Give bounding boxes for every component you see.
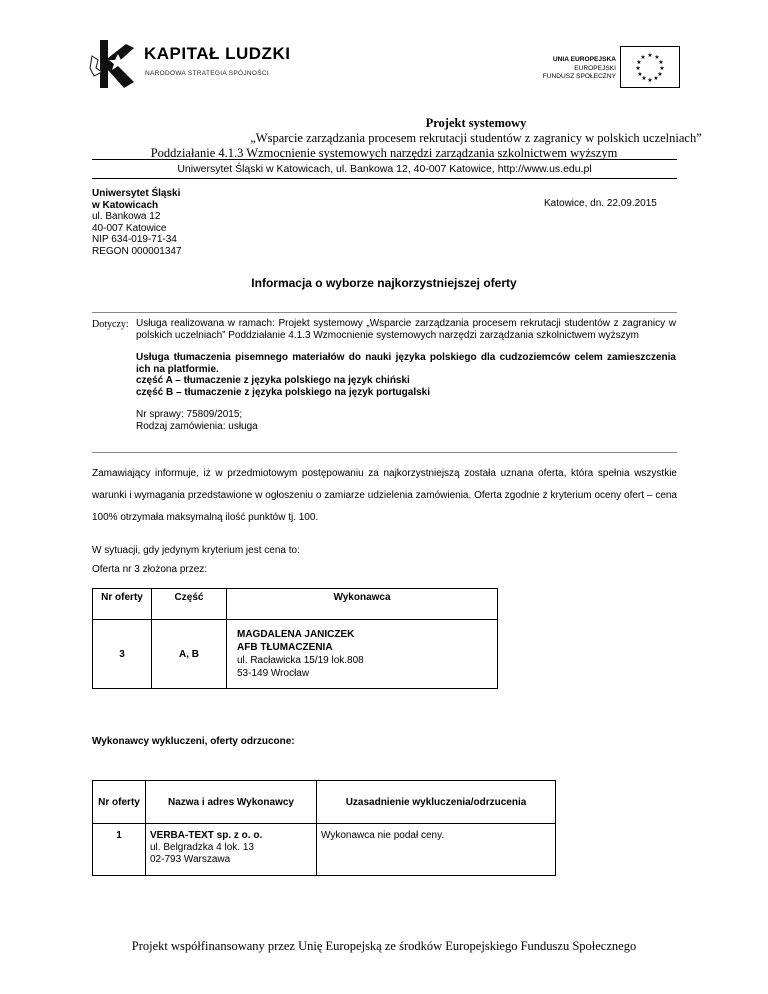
contractor-city: 53-149 Wrocław bbox=[237, 668, 310, 679]
footer-text: Projekt współfinansowany przez Unię Europejską ze środków Europejskiego Funduszu Społecznego bbox=[131, 939, 637, 953]
sender-address bbox=[92, 188, 182, 257]
table-row bbox=[93, 824, 556, 876]
case-number: Nr sprawy: 75809/2015; bbox=[136, 409, 243, 420]
body-paragraph: Zamawiający informuje, iż w przedmiotowym postępowaniu za najkorzystniejszą została uznana oferta, która spełnia wszystkie warunki i wymagania przedstawione w ogłoszeniu o zamiarze udzielenia zamówienia. Oferta zgodnie z kryterium oceny ofert – cena 100% otrzymała maksymalną ilość punktów tj. 100. bbox=[92, 468, 677, 523]
table-header: Nazwa i adres Wykonawcy bbox=[146, 781, 317, 824]
divider-bottom bbox=[92, 452, 677, 453]
sender-name1: Uniwersytet Śląski bbox=[92, 188, 181, 199]
contractor-company: AFB TŁUMACZENIA bbox=[237, 642, 333, 653]
document-date: Katowice, dn. 22.09.2015 bbox=[544, 198, 657, 209]
logo-subtitle: NARODOWA STRATEGIA SPÓJNOŚCI bbox=[145, 70, 269, 77]
table-header-row bbox=[93, 589, 498, 620]
sender-city: 40-007 Katowice bbox=[92, 222, 167, 234]
table-header: Uzasadnienie wykluczenia/odrzucenia bbox=[317, 781, 556, 824]
excluded-contractor-city: 02-793 Warszawa bbox=[150, 854, 231, 865]
svg-text:★: ★ bbox=[641, 75, 647, 82]
eu-label-line3: FUNDUSZ SPOŁECZNY bbox=[542, 73, 616, 81]
offer-part: A, B bbox=[152, 620, 227, 689]
eu-label bbox=[542, 56, 616, 82]
excluded-heading: Wykonawcy wykluczeni, oferty odrzucone: bbox=[92, 736, 295, 747]
part-a: część A – tłumaczenie z języka polskiego na język chiński bbox=[136, 375, 410, 386]
contractor-name: MAGDALENA JANICZEK bbox=[237, 629, 355, 640]
project-measure: Poddziałanie 4.1.3 Wzmocnienie systemowych narzędzi zarządzania szkolnictwem wyższym bbox=[150, 146, 618, 160]
svg-text:★: ★ bbox=[657, 71, 663, 78]
svg-text:★: ★ bbox=[636, 59, 642, 66]
svg-text:★: ★ bbox=[654, 54, 660, 61]
excluded-number: 1 bbox=[93, 824, 146, 876]
table-header: Nr oferty bbox=[93, 589, 152, 620]
svg-text:★: ★ bbox=[659, 65, 665, 72]
svg-text:★: ★ bbox=[635, 65, 641, 72]
university-address-line: Uniwersytet Śląski w Katowicach, ul. Bankowa 12, 40-007 Katowice, http://www.us.edu.pl bbox=[92, 159, 677, 179]
situation-text: W sytuacji, gdy jedynym kryterium jest cena to: bbox=[92, 545, 300, 556]
table-header: Wykonawca bbox=[227, 589, 498, 620]
situation-block bbox=[92, 541, 300, 579]
topic-label: Dotyczy: bbox=[92, 319, 129, 330]
eu-label-line2: EUROPEJSKI bbox=[574, 64, 616, 72]
svg-text:★: ★ bbox=[653, 75, 659, 82]
svg-text:★: ★ bbox=[637, 71, 643, 78]
winning-offer-table bbox=[92, 588, 498, 689]
offer-number: 3 bbox=[93, 620, 152, 689]
offer-by-text: Oferta nr 3 złożona przez: bbox=[92, 564, 208, 575]
exclusion-reason: Wykonawca nie podał ceny. bbox=[317, 824, 556, 876]
table-header: Nr oferty bbox=[93, 781, 146, 824]
contractor-street: ul. Racławicka 15/19 lok.808 bbox=[237, 655, 364, 666]
svg-text:★: ★ bbox=[658, 59, 664, 66]
topic-block bbox=[136, 318, 676, 432]
part-b: część B – tłumaczenie z języka polskiego na język portugalski bbox=[136, 386, 431, 398]
svg-text:★: ★ bbox=[647, 77, 653, 84]
eu-flag-icon bbox=[620, 46, 680, 88]
service-line: Usługa tłumaczenia pisemnego materiałów do nauki języka polskiego dla cudzoziemców celem zamieszczenia ich na platformie. bbox=[136, 352, 676, 375]
topic-text: Usługa realizowana w ramach: Projekt systemowy „Wsparcie zarządzania procesem rekrutacji studentów z zagranicy w polskich uczelniach” Poddziałanie 4.1.3 Wzmocnienie systemowych narzędzi zarządzania szkolnictwem wyższym bbox=[136, 318, 676, 341]
project-title: Projekt systemowy bbox=[425, 116, 527, 130]
excluded-contractor-cell bbox=[146, 824, 317, 876]
sender-street: ul. Bankowa 12 bbox=[92, 211, 161, 222]
divider-top bbox=[92, 312, 677, 313]
svg-text:★: ★ bbox=[640, 54, 646, 61]
kapital-ludzki-logo-icon bbox=[88, 38, 140, 90]
sender-regon: REGON 000001347 bbox=[92, 245, 182, 257]
excluded-contractor-street: ul. Belgradzka 4 lok. 13 bbox=[150, 842, 254, 853]
document-heading: Informacja o wyborze najkorzystniejszej oferty bbox=[251, 276, 517, 290]
contractor-cell bbox=[227, 620, 498, 689]
excluded-contractor-name: VERBA-TEXT sp. z o. o. bbox=[150, 830, 263, 841]
svg-text:★: ★ bbox=[647, 52, 653, 59]
sender-name2: w Katowicach bbox=[92, 199, 159, 211]
logo-title: KAPITAŁ LUDZKI bbox=[144, 44, 291, 63]
table-header: Część bbox=[152, 589, 227, 620]
table-row bbox=[93, 620, 498, 689]
eu-label-line1: UNIA EUROPEJSKA bbox=[552, 56, 616, 63]
excluded-table bbox=[92, 780, 556, 876]
project-name: „Wsparcie zarządzania procesem rekrutacji studentów z zagranicy w polskich uczelniach” bbox=[250, 131, 702, 145]
sender-nip: NIP 634-019-71-34 bbox=[92, 234, 177, 245]
order-type: Rodzaj zamówienia: usługa bbox=[136, 420, 258, 432]
table-header-row bbox=[93, 781, 556, 824]
